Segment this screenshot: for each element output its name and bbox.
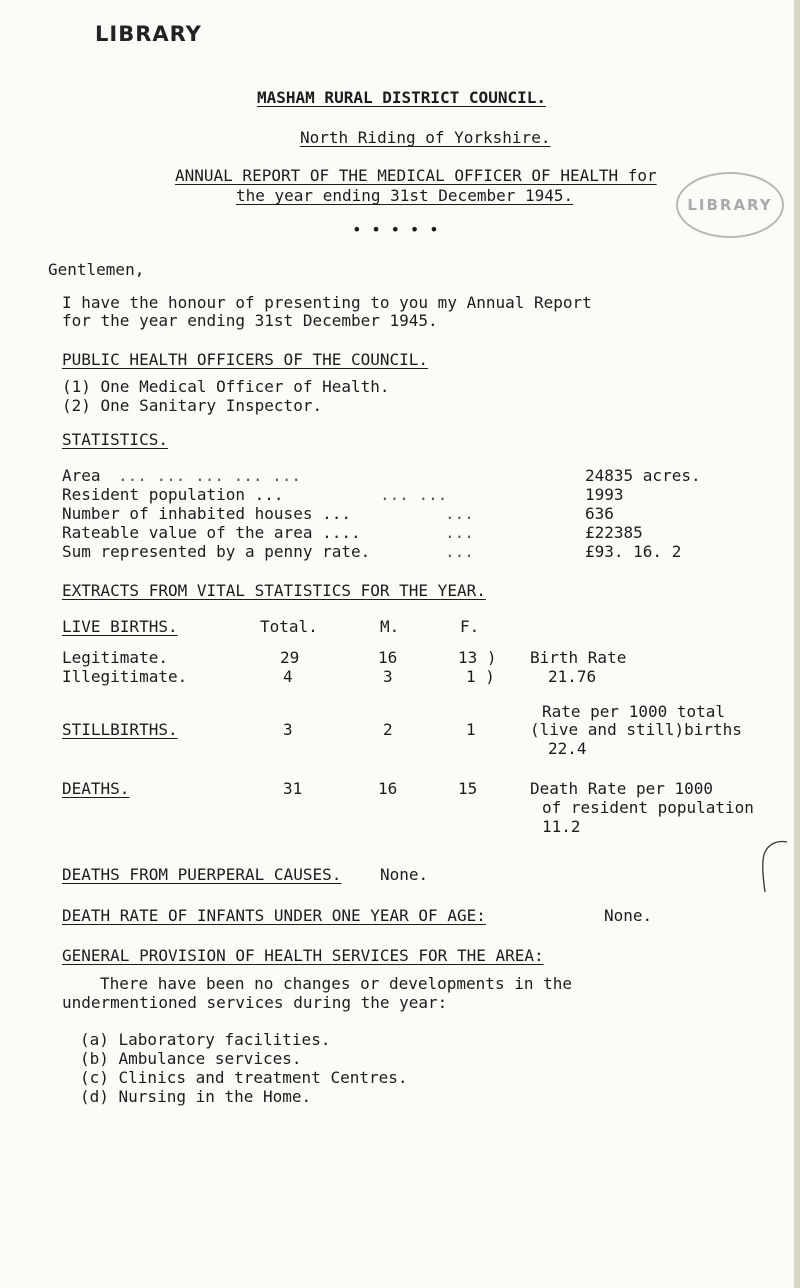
stat-dots-area: ... ... ... ... ... [118, 466, 302, 485]
deaths-m: 16 [378, 779, 398, 798]
death-rate-value: 11.2 [542, 817, 581, 836]
birth-rate-value: 21.76 [548, 667, 597, 686]
report-title: ANNUAL REPORT OF THE MEDICAL OFFICER OF HEALTH for [175, 166, 657, 185]
riding-title: North Riding of Yorkshire. [300, 128, 551, 147]
stat-value-rateable: £22385 [585, 523, 643, 542]
live-births-heading: LIVE BIRTHS. [62, 617, 178, 636]
legitimate-f: 13 ) [458, 648, 497, 667]
intro-line-1: I have the honour of presenting to you my Annual Report [62, 293, 592, 312]
stat-dots-rateable: ... [445, 523, 474, 542]
illegitimate-m: 3 [383, 667, 393, 686]
officers-heading: PUBLIC HEALTH OFFICERS OF THE COUNCIL. [62, 350, 429, 369]
stat-value-population: 1993 [585, 485, 624, 504]
service-item-d: (d) Nursing in the Home. [80, 1087, 312, 1106]
stat-dots-penny-rate: ... [445, 542, 474, 561]
illegitimate-total: 4 [283, 667, 293, 686]
library-round-stamp: LIBRARY [676, 172, 784, 238]
intro-line-2: for the year ending 31st December 1945. [62, 311, 438, 330]
infant-value: None. [604, 906, 653, 925]
deaths-label: DEATHS. [62, 779, 130, 798]
general-heading: GENERAL PROVISION OF HEALTH SERVICES FOR THE AREA: [62, 946, 544, 965]
stillbirths-m: 2 [383, 720, 393, 739]
officer-item-2: (2) One Sanitary Inspector. [62, 396, 323, 415]
service-item-c: (c) Clinics and treatment Centres. [80, 1068, 408, 1087]
stat-label-houses: Number of inhabited houses ... [62, 504, 351, 523]
pen-mark [747, 838, 791, 898]
legitimate-m: 16 [378, 648, 398, 667]
statistics-heading: STATISTICS. [62, 430, 168, 449]
stat-value-houses: 636 [585, 504, 614, 523]
puerperal-value: None. [380, 865, 429, 884]
stat-label-population: Resident population ... [62, 485, 284, 504]
death-rate-line-1: Death Rate per 1000 [530, 779, 714, 798]
birth-rate-label: Birth Rate [530, 648, 627, 667]
still-rate-line-1: Rate per 1000 total [542, 702, 726, 721]
stat-label-rateable: Rateable value of the area .... [62, 523, 361, 542]
vital-heading: EXTRACTS FROM VITAL STATISTICS FOR THE YEAR. [62, 581, 486, 600]
death-rate-line-2: of resident population [542, 798, 754, 817]
general-text-1: There have been no changes or developments in the [100, 974, 573, 993]
service-item-b: (b) Ambulance services. [80, 1049, 302, 1068]
stat-value-penny-rate: £93. 16. 2 [585, 542, 682, 561]
col-f: F. [460, 617, 480, 636]
deaths-f: 15 [458, 779, 478, 798]
infant-label: DEATH RATE OF INFANTS UNDER ONE YEAR OF AGE: [62, 906, 486, 925]
library-stamp-text: LIBRARY [95, 22, 202, 46]
col-m: M. [380, 617, 400, 636]
deaths-total: 31 [283, 779, 303, 798]
still-rate-value: 22.4 [548, 739, 587, 758]
col-total: Total. [260, 617, 318, 636]
stat-dots-houses: ... [445, 504, 474, 523]
salutation: Gentlemen, [48, 260, 145, 279]
service-item-a: (a) Laboratory facilities. [80, 1030, 331, 1049]
page-edge [794, 0, 800, 1288]
stillbirths-total: 3 [283, 720, 293, 739]
report-period: the year ending 31st December 1945. [236, 186, 574, 205]
puerperal-label: DEATHS FROM PUERPERAL CAUSES. [62, 865, 342, 884]
stillbirths-label: STILLBIRTHS. [62, 720, 178, 739]
illegitimate-label: Illegitimate. [62, 667, 188, 686]
legitimate-total: 29 [280, 648, 300, 667]
still-rate-line-2: (live and still)births [530, 720, 742, 739]
stat-label-penny-rate: Sum represented by a penny rate. [62, 542, 371, 561]
stat-label-area: Area [62, 466, 101, 485]
stillbirths-f: 1 [466, 720, 476, 739]
general-text-2: undermentioned services during the year: [62, 993, 448, 1012]
officer-item-1: (1) One Medical Officer of Health. [62, 377, 390, 396]
council-title: MASHAM RURAL DISTRICT COUNCIL. [257, 88, 546, 107]
header-dots: • • • • • [352, 220, 439, 239]
illegitimate-f: 1 ) [466, 667, 495, 686]
legitimate-label: Legitimate. [62, 648, 168, 667]
stat-dots-population: ... ... [380, 485, 448, 504]
stat-value-area: 24835 acres. [585, 466, 701, 485]
